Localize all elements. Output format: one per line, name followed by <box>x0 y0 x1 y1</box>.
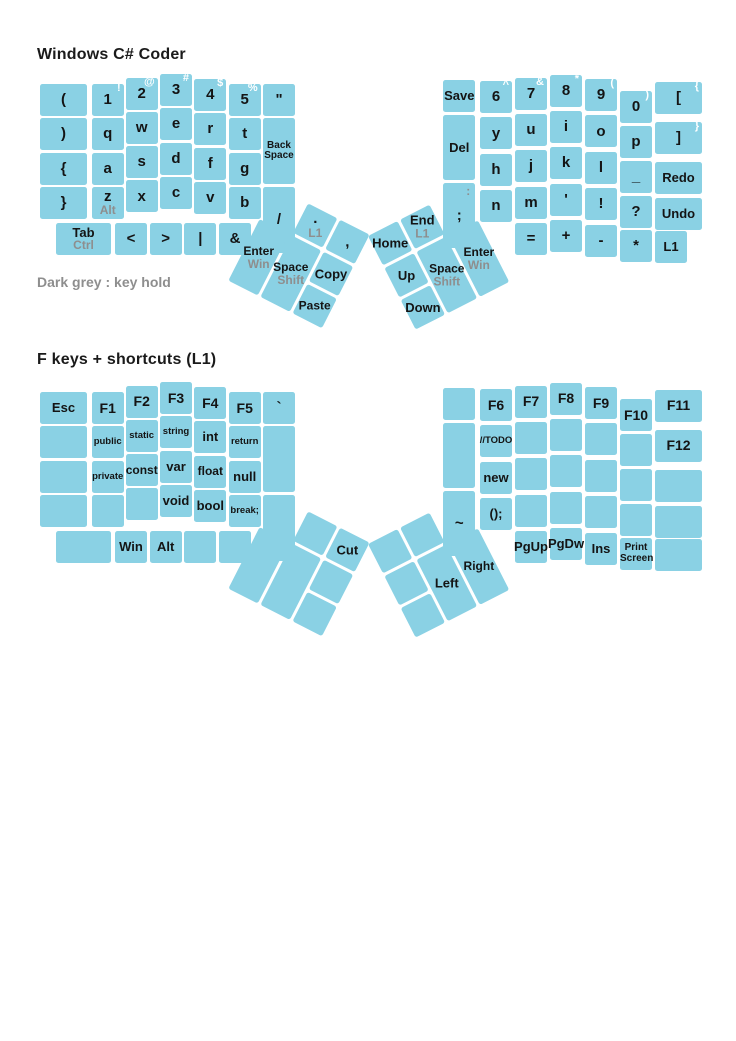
key-l2-right-29-blank <box>655 470 702 502</box>
key-label: < <box>126 229 136 247</box>
key-l2-right-7-f7 <box>515 386 547 418</box>
key-l2-right-24-blank <box>620 469 652 501</box>
key-l2-left-2-blank <box>40 461 87 493</box>
key-label: F5 <box>236 399 253 416</box>
key-label: n <box>491 197 501 215</box>
key-l2-right-30-blank <box>655 506 702 538</box>
key-label: j <box>528 157 534 175</box>
key-label: v <box>206 189 215 207</box>
key-l1-left-2-sym <box>40 153 87 185</box>
key-l2-left-16-f4 <box>194 387 226 419</box>
key-label: | <box>198 229 203 247</box>
key-label: L1 <box>663 238 679 254</box>
key-label: Enter <box>243 243 275 258</box>
key-label: F2 <box>133 393 150 410</box>
key-l1-right-9-j <box>515 150 547 182</box>
key-label: & <box>229 229 241 247</box>
key-l2-left-28-win <box>115 531 147 563</box>
key-l2-right-27-f11 <box>655 390 702 422</box>
key-label: //TODO <box>479 435 513 447</box>
key-label: ] <box>676 128 681 146</box>
key-l1-right-25-sym <box>620 196 652 228</box>
key-l1-right-19-l <box>585 152 617 184</box>
key-l1-right-1-del <box>443 115 475 180</box>
key-l2-right-26-print-screen <box>620 538 652 570</box>
key-l1-right-27-sym <box>655 79 702 114</box>
key-label: F4 <box>202 394 219 411</box>
key-label: 4 <box>206 86 215 104</box>
key-shift-symbol: & <box>536 75 544 88</box>
key-shift-symbol: { <box>694 79 699 92</box>
key-label: + <box>561 227 571 245</box>
key-l2-left-25-blank <box>263 426 295 492</box>
key-shift-symbol: @ <box>143 75 155 88</box>
key-label: ! <box>598 195 604 213</box>
key-l1-left-0-sym <box>40 84 87 116</box>
key-label: a <box>103 159 112 177</box>
key-l2-right-10-blank <box>515 495 547 527</box>
key-label: - <box>598 231 604 249</box>
key-l1-left-30-sym <box>184 223 216 255</box>
key-l2-left-7-blank <box>92 495 124 527</box>
key-l1-right-24-sym <box>620 161 652 193</box>
key-label: f <box>207 154 213 172</box>
key-label: = <box>526 230 536 248</box>
key-l1-right-14-k <box>550 147 582 179</box>
key-l1-left-6-a <box>92 153 124 185</box>
key-label: z <box>103 187 112 205</box>
key-l1-right-21-sym <box>585 225 617 257</box>
key-label: null <box>233 468 257 484</box>
key-l2-right-28-f12 <box>655 430 702 462</box>
key-l2-thumb-left-5-blank <box>292 592 336 636</box>
key-l2-right-1-blank <box>443 423 475 488</box>
key-label: Right <box>463 559 495 574</box>
key-l1-left-18-f <box>194 148 226 180</box>
key-l1-left-24-sym <box>263 84 295 116</box>
key-l2-right-16-pgdw <box>547 528 585 560</box>
key-l1-left-7-z <box>92 187 124 219</box>
key-label: d <box>171 149 181 167</box>
key-shift-symbol: ^ <box>502 79 509 91</box>
key-l2-left-11-blank <box>126 488 158 520</box>
key-label: o <box>596 122 606 140</box>
key-l2-left-21-return <box>229 426 261 458</box>
key-label: e <box>171 115 181 133</box>
key-l2-left-29-alt <box>150 531 182 563</box>
key-l2-right-20-blank <box>585 496 617 528</box>
key-l1-right-6-n <box>480 190 512 222</box>
key-label: End <box>409 212 435 228</box>
key-l1-right-29-redo <box>655 162 702 194</box>
key-l2-right-31-blank <box>655 539 702 571</box>
key-label: > <box>161 229 171 247</box>
key-label: static <box>129 429 155 441</box>
key-label: Space <box>429 261 465 276</box>
key-label: / <box>276 211 282 229</box>
key-label: " <box>275 91 283 109</box>
key-label: b <box>240 194 250 212</box>
key-label: new <box>483 469 509 485</box>
key-label: m <box>524 193 538 211</box>
key-label: Tab <box>72 224 95 240</box>
key-label: Home <box>372 235 409 251</box>
key-l1-left-14-d <box>160 143 192 175</box>
key-l1-left-10-s <box>126 146 158 178</box>
layer1-title: Windows C# Coder <box>37 46 186 63</box>
key-label: 0 <box>631 98 641 116</box>
key-l1-left-3-sym <box>40 187 87 219</box>
key-l1-right-18-o <box>585 115 617 147</box>
key-label: Paste <box>298 298 331 313</box>
key-l1-right-16-sym <box>550 220 582 252</box>
key-l2-left-8-f2 <box>126 386 158 418</box>
key-label: Left <box>434 575 459 591</box>
key-l2-left-15-void <box>160 485 192 517</box>
key-label: F3 <box>167 389 185 406</box>
key-hold-label: Ctrl <box>73 238 94 253</box>
key-label: 1 <box>103 91 112 109</box>
key-shift-symbol: ( <box>610 77 614 89</box>
key-label: Undo <box>661 205 696 221</box>
key-label: float <box>197 464 223 479</box>
key-l1-right-12-8 <box>550 72 582 107</box>
key-label: int <box>202 429 219 445</box>
key-shift-symbol: % <box>247 82 258 94</box>
key-l1-right-3-6 <box>480 81 512 113</box>
key-l2-left-9-static <box>126 420 158 452</box>
key-l1-left-25-back-space <box>263 118 295 184</box>
key-label: F8 <box>557 390 575 407</box>
key-l1-left-20-5 <box>229 84 261 116</box>
key-label: F12 <box>666 437 691 454</box>
key-label: private <box>92 470 124 482</box>
key-label: 8 <box>561 81 571 99</box>
key-l1-right-20-sym <box>585 188 617 220</box>
key-l1-left-8-2 <box>126 75 158 110</box>
key-l2-right-15-blank <box>550 492 582 524</box>
key-label: s <box>137 153 146 171</box>
key-l1-right-8-u <box>515 114 547 146</box>
key-l1-left-11-x <box>126 180 158 212</box>
key-label: ' <box>564 190 568 208</box>
key-l2-right-3-f6 <box>480 389 512 421</box>
layer2-title: F keys + shortcuts (L1) <box>37 351 217 368</box>
key-label: 6 <box>491 88 501 106</box>
key-l2-left-20-f5 <box>229 392 261 424</box>
key-hold-symbol: : <box>466 184 471 199</box>
legend-note: Dark grey : key hold <box>37 274 171 290</box>
key-label: c <box>171 184 181 202</box>
key-l2-left-14-var <box>160 451 192 483</box>
key-l1-right-11-sym <box>515 223 547 255</box>
key-l1-left-21-t <box>229 118 261 150</box>
key-l2-left-4-f1 <box>92 392 124 424</box>
key-shift-symbol: } <box>694 119 699 132</box>
key-label: var <box>166 458 186 474</box>
key-label: ? <box>631 203 641 221</box>
key-label: Cut <box>336 542 359 558</box>
key-label: bool <box>196 498 225 514</box>
key-hold-label: Alt <box>99 203 116 218</box>
key-l2-left-6-private <box>92 461 124 493</box>
key-l1-left-12-3 <box>160 74 192 106</box>
key-l2-right-9-blank <box>515 458 547 490</box>
key-label: 7 <box>526 84 536 102</box>
key-l1-left-1-sym <box>40 118 87 150</box>
key-label: u <box>526 121 536 139</box>
key-label: Ins <box>591 540 611 556</box>
key-l2-left-12-f3 <box>160 382 192 414</box>
key-l1-left-28-sym <box>115 223 147 255</box>
key-label: 3 <box>171 81 181 99</box>
key-hold-label: L1 <box>415 226 430 241</box>
key-l2-left-18-float <box>194 456 226 488</box>
key-label: PgDw <box>547 536 585 552</box>
key-label: q <box>103 125 113 143</box>
key-l1-right-7-7 <box>515 75 547 110</box>
key-l1-left-5-q <box>92 118 124 150</box>
key-l1-left-16-4 <box>194 79 226 111</box>
key-label: Back Space <box>264 139 294 162</box>
key-shift-symbol: # <box>182 72 189 84</box>
key-label: ~ <box>454 514 464 532</box>
key-l1-thumb-left-5-paste <box>292 284 336 328</box>
key-shift-symbol: ) <box>645 89 649 101</box>
key-l1-left-4-1 <box>92 84 124 116</box>
key-l2-right-6-sym <box>480 498 512 530</box>
key-label: 5 <box>240 91 249 109</box>
key-l1-right-26-sym <box>620 230 652 262</box>
key-label: w <box>135 118 148 136</box>
key-label: const <box>125 462 158 477</box>
key-label: Enter <box>463 245 495 260</box>
key-shift-symbol: * <box>574 72 579 85</box>
key-label: l <box>598 158 604 176</box>
key-label: PgUp <box>514 539 548 555</box>
key-label: g <box>240 159 250 177</box>
key-l1-right-22-0 <box>620 91 652 123</box>
key-label: 9 <box>596 86 606 104</box>
key-label: Redo <box>662 169 695 185</box>
key-label: r <box>207 120 214 138</box>
key-l1-left-15-c <box>160 177 192 209</box>
key-label: ; <box>456 206 462 224</box>
key-l2-left-30-blank <box>184 531 216 563</box>
key-l2-left-1-blank <box>40 426 87 458</box>
key-l2-left-17-int <box>194 421 226 453</box>
key-l1-right-30-undo <box>655 198 702 230</box>
key-l1-right-10-m <box>515 187 547 219</box>
key-l2-right-18-blank <box>585 423 617 455</box>
key-label: F9 <box>592 394 610 411</box>
key-label: . <box>313 210 318 228</box>
key-l2-right-0-blank <box>443 388 475 420</box>
key-label: { <box>60 159 67 177</box>
key-l1-left-17-r <box>194 113 226 145</box>
key-label: * <box>633 236 639 254</box>
key-l2-right-12-f8 <box>550 383 582 415</box>
key-l1-right-13-i <box>550 111 582 143</box>
key-label: Up <box>397 267 416 283</box>
key-l1-right-28-sym <box>655 119 702 154</box>
key-label: F6 <box>487 396 505 413</box>
key-l2-left-23-break <box>229 495 261 527</box>
key-label: [ <box>676 88 681 106</box>
key-hold-label: Win <box>467 257 490 272</box>
key-label: Down <box>405 299 441 315</box>
key-l1-right-31-l1 <box>655 231 687 263</box>
key-label: Copy <box>314 266 348 282</box>
key-l2-right-14-blank <box>550 455 582 487</box>
key-label: public <box>93 436 122 448</box>
key-label: F10 <box>623 406 649 423</box>
key-l1-right-4-y <box>480 117 512 149</box>
key-label: x <box>137 187 146 205</box>
key-l2-left-27-blank <box>56 531 111 563</box>
key-l2-left-10-const <box>126 454 158 486</box>
key-l2-right-23-blank <box>620 434 652 466</box>
key-label: F11 <box>666 397 691 414</box>
key-l2-right-25-blank <box>620 504 652 536</box>
key-label: Space <box>273 260 309 275</box>
key-label: (); <box>489 506 503 522</box>
key-l1-right-0-save <box>443 80 475 112</box>
key-hold-label: Win <box>247 256 270 271</box>
key-label: h <box>491 160 501 178</box>
key-l1-left-27-tab <box>56 223 111 255</box>
key-l1-right-5-h <box>480 154 512 186</box>
key-label: return <box>230 436 259 448</box>
key-label: t <box>242 125 248 143</box>
key-l2-left-3-blank <box>40 495 87 527</box>
key-l2-right-17-f9 <box>585 387 617 419</box>
key-label: ( <box>61 91 66 109</box>
key-label: p <box>631 133 641 151</box>
key-shift-symbol: $ <box>217 77 224 89</box>
key-label: Del <box>449 139 470 155</box>
key-label: string <box>162 426 190 438</box>
key-l1-right-17-9 <box>585 79 617 111</box>
key-label: Print Screen <box>620 542 654 564</box>
key-label: F1 <box>99 399 116 416</box>
key-hold-label: L1 <box>308 226 323 241</box>
key-l2-right-22-f10 <box>620 399 652 431</box>
key-l2-left-22-null <box>229 461 261 493</box>
key-l1-left-22-g <box>229 153 261 185</box>
key-l2-left-5-public <box>92 426 124 458</box>
key-l2-right-13-blank <box>550 419 582 451</box>
key-l1-left-9-w <box>126 112 158 144</box>
key-label: Win <box>119 538 143 554</box>
key-l2-right-21-ins <box>585 533 617 565</box>
key-label: _ <box>631 168 641 186</box>
key-label: ) <box>61 125 66 143</box>
key-shift-symbol: ! <box>117 82 121 94</box>
key-label: } <box>60 194 67 212</box>
key-l1-left-29-sym <box>150 223 182 255</box>
key-label: Save <box>444 88 475 104</box>
key-label: Esc <box>51 400 76 416</box>
key-label: void <box>162 493 190 509</box>
key-l2-right-5-new <box>480 462 512 494</box>
key-l2-right-4-todo <box>480 425 512 457</box>
key-label: y <box>491 124 501 142</box>
key-l2-left-19-bool <box>194 490 226 522</box>
key-l1-left-19-v <box>194 182 226 214</box>
key-label: ` <box>276 399 282 417</box>
key-l1-left-23-b <box>229 187 261 219</box>
key-l2-right-8-blank <box>515 422 547 454</box>
key-hold-label: Shift <box>433 273 461 288</box>
key-l2-left-13-string <box>160 416 192 448</box>
key-l1-right-15-sym <box>550 184 582 216</box>
key-label: i <box>563 118 569 136</box>
key-label: k <box>561 154 571 172</box>
key-l1-left-13-e <box>160 108 192 140</box>
key-label: Alt <box>157 538 175 554</box>
key-label: F7 <box>522 393 540 410</box>
key-l1-right-23-p <box>620 126 652 158</box>
key-label: , <box>345 233 350 251</box>
key-l2-left-0-esc <box>40 392 87 424</box>
key-l2-right-19-blank <box>585 460 617 492</box>
key-l2-right-11-pgup <box>515 531 547 563</box>
key-label: break; <box>230 504 259 516</box>
key-l2-left-24-sym <box>263 392 295 424</box>
key-hold-label: Shift <box>277 272 305 287</box>
key-label: 2 <box>137 84 146 102</box>
